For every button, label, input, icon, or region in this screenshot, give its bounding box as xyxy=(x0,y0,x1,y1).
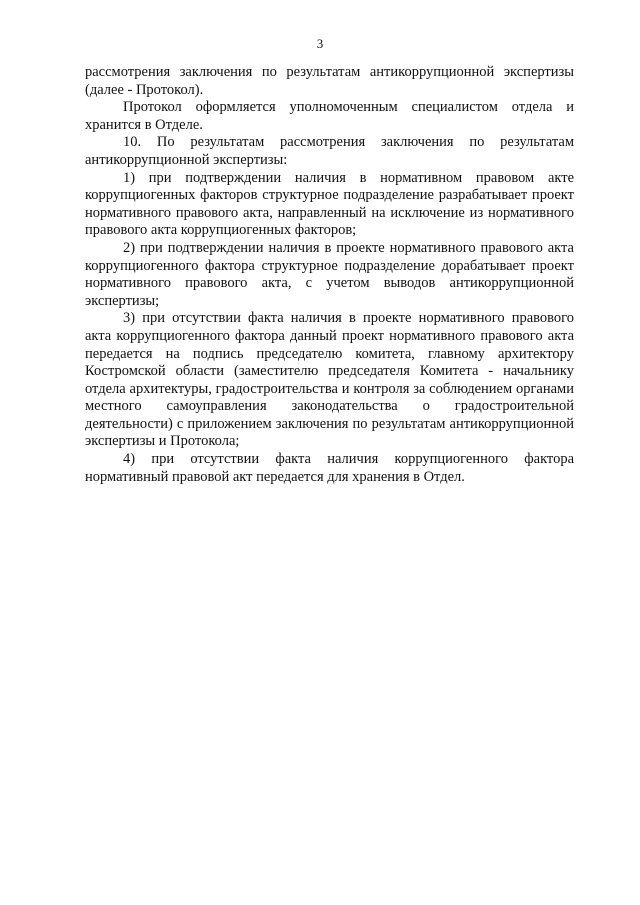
paragraph-item-10: 10. По результатам рассмотрения заключения по результатам антикоррупционной экспертизы: xyxy=(85,134,574,168)
paragraph-subitem-1: 1) при подтверждении наличия в нормативном правовом акте коррупциогенных факторов структурное подразделение разрабатывает проект нормативного правового акта, направленный на исключение из нормативного правового акта коррупциогенных факторов; xyxy=(85,169,574,239)
paragraph-subitem-3: 3) при отсутствии факта наличия в проекте нормативного правового акта коррупциогенного фактора данный проект нормативного правового акта передается на подпись председателю комитета, главному архитектору Костромской области (заместителю председателя Комитета - начальнику отдела архитектуры, градостроительства и контроля за соблюдением органами местного самоуправления законодательства о градостроительной деятельности) с приложением заключения по результатам антикоррупционной экспертизы и Протокола; xyxy=(85,310,574,450)
paragraph-subitem-4: 4) при отсутствии факта наличия коррупциогенного фактора нормативный правовой акт передается для хранения в Отдел. xyxy=(85,451,574,485)
page-number: 3 xyxy=(316,36,324,51)
paragraph-protocol-storage: Протокол оформляется уполномоченным специалистом отдела и хранится в Отделе. xyxy=(85,99,574,133)
paragraph-protocol-definition: рассмотрения заключения по результатам антикоррупционной экспертизы (далее - Протокол). xyxy=(85,64,574,98)
document-body xyxy=(85,64,574,486)
paragraph-subitem-2: 2) при подтверждении наличия в проекте нормативного правового акта коррупциогенного фактора структурное подразделение дорабатывает проект нормативного правового акта, с учетом выводов антикоррупционной экспертизы; xyxy=(85,239,574,309)
